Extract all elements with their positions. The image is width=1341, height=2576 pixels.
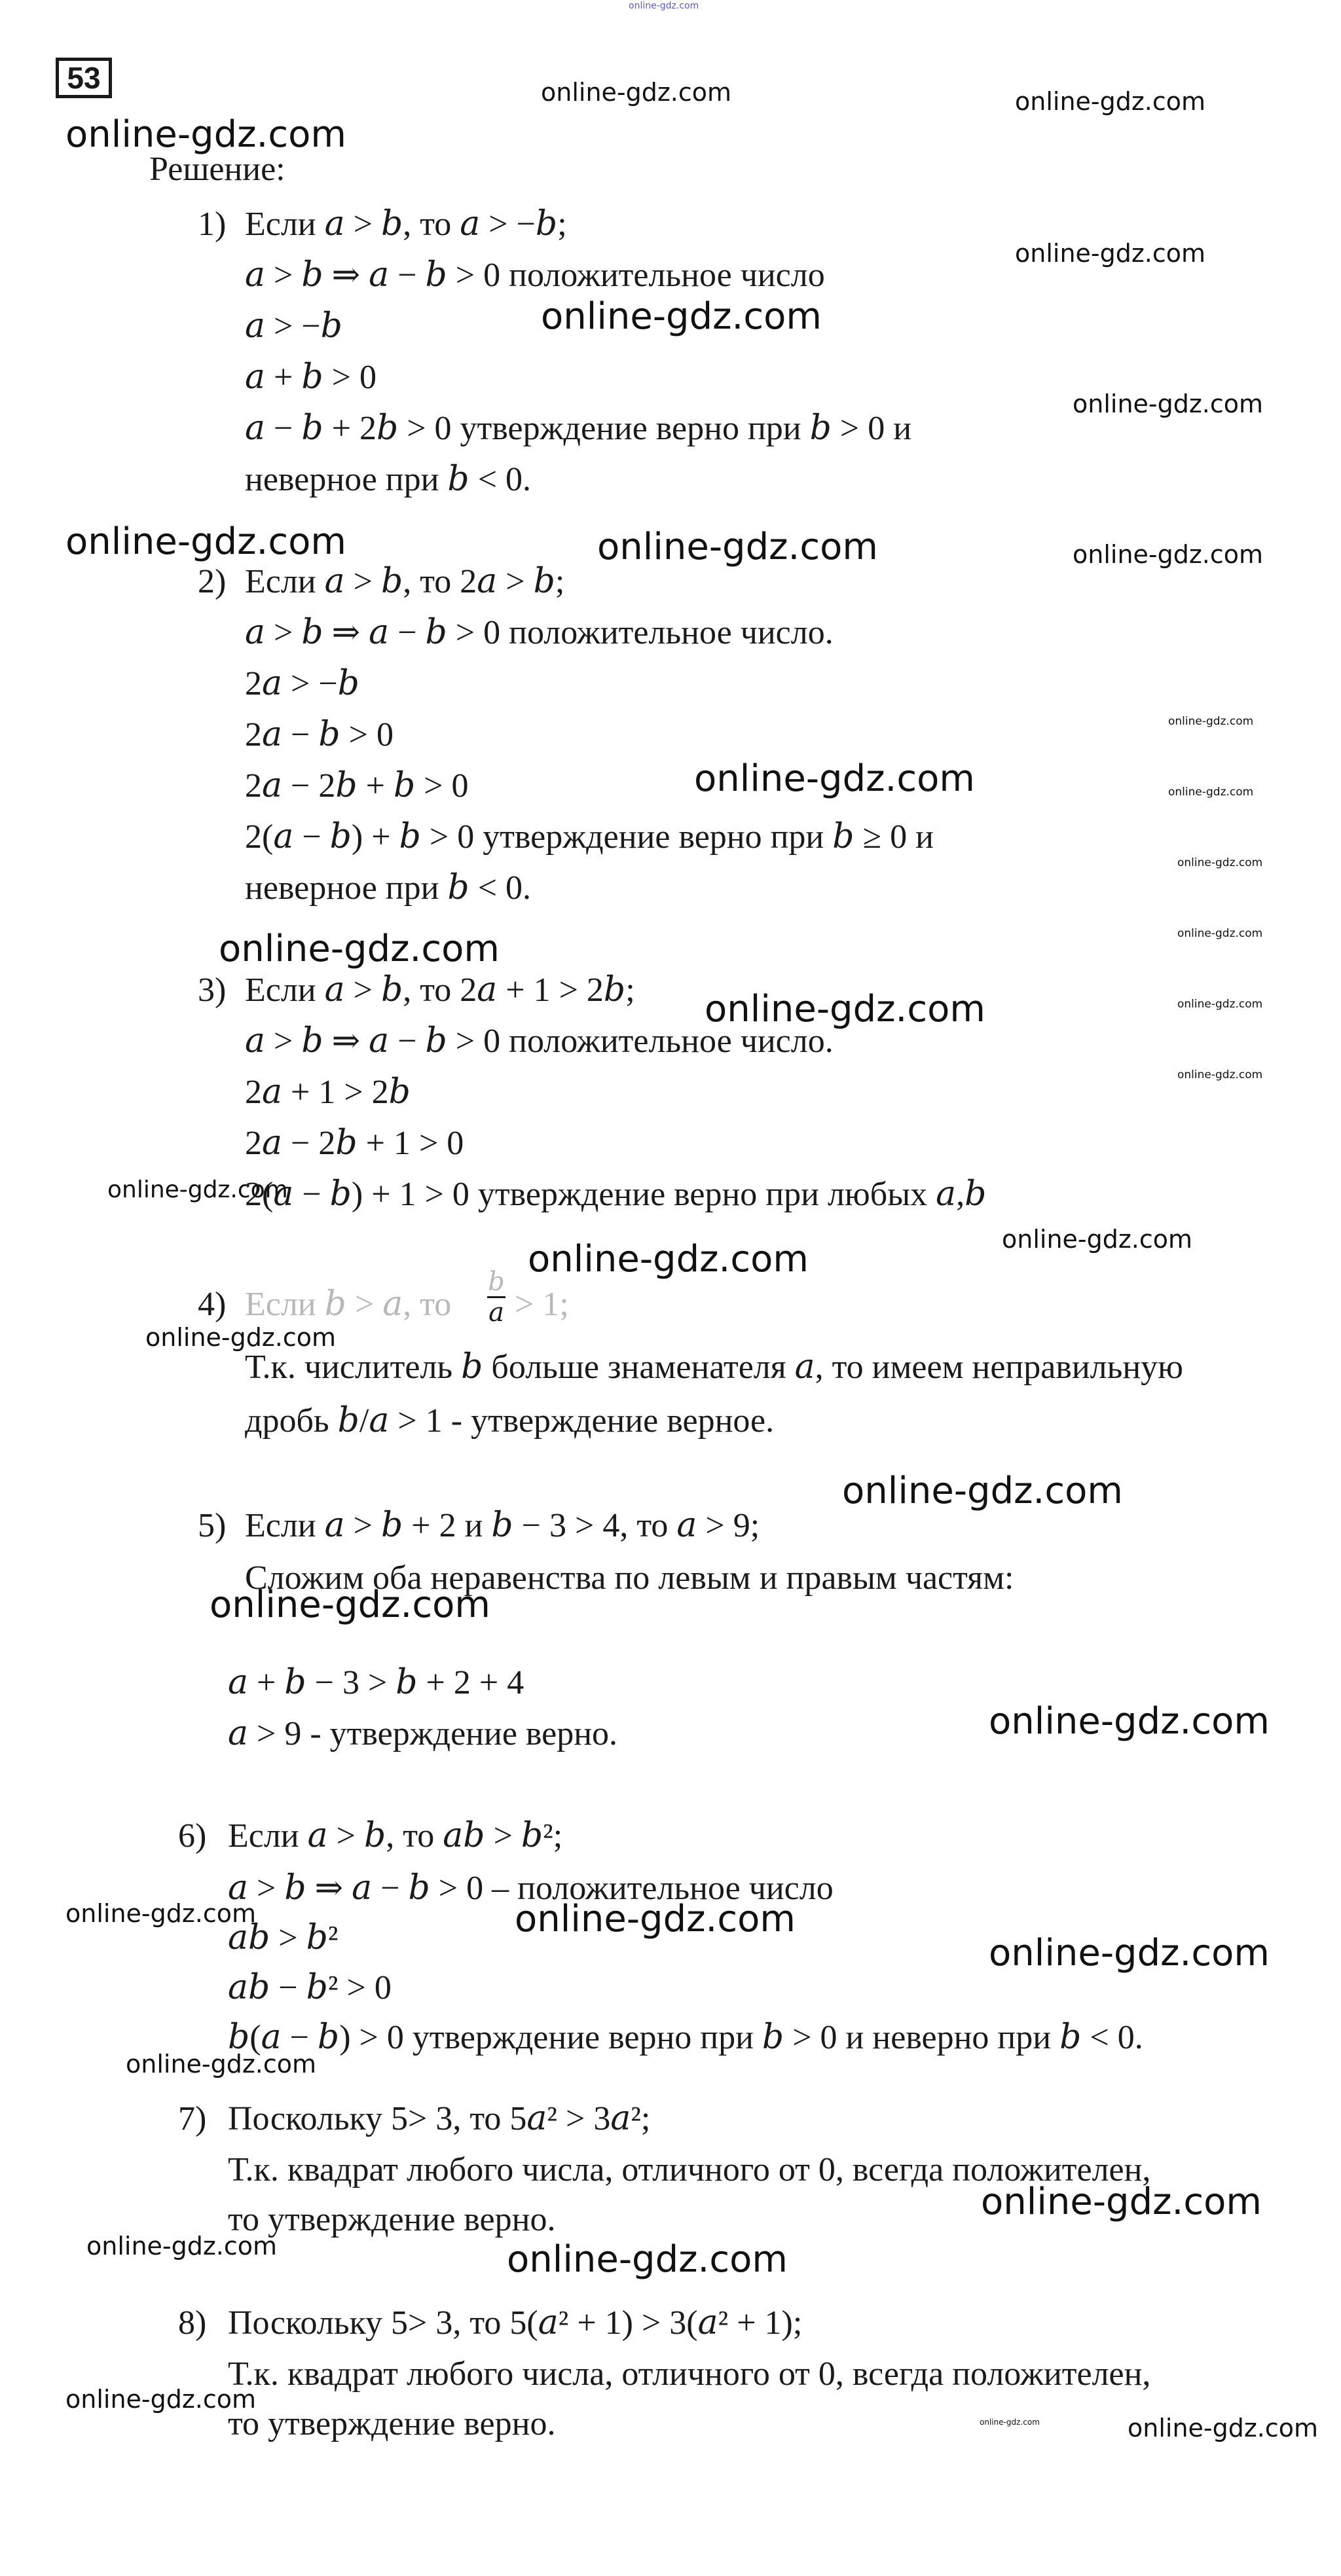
item-line: 𝑎𝑏 > 𝑏² [228,1919,339,1957]
watermark: online-gdz.com [980,2418,1040,2427]
item-line: 𝑎 > 𝑏 ⇒ 𝑎 − 𝑏 > 0 положительное число. [245,1023,834,1060]
item-line: Если 𝑎 > 𝑏, то 𝑎 > −𝑏; [245,206,567,243]
watermark: online-gdz.com [541,295,822,338]
watermark: online-gdz.com [210,1584,490,1626]
item-line: Поскольку 5> 3, то 5(𝑎² + 1) > 3(𝑎² + 1); [228,2304,803,2342]
item-head-fraction [487,1269,505,1326]
watermark: online-gdz.com [219,928,500,970]
fraction-numerator: 𝑏 [488,1267,505,1296]
item-line: то утверждение верно. [228,2201,556,2238]
item-line: то утверждение верно. [228,2405,556,2442]
watermark: online-gdz.com [981,2181,1262,2223]
watermark: online-gdz.com [842,1470,1123,1512]
item-line: Если 𝑎 > 𝑏, то 2𝑎 + 1 > 2𝑏; [245,971,635,1009]
watermark: online-gdz.com [705,988,985,1030]
watermark: online-gdz.com [515,1898,796,1940]
item-line: Поскольку 5> 3, то 5𝑎² > 3𝑎²; [228,2100,651,2137]
item-line: 𝑎 + 𝑏 > 0 [245,359,377,396]
item-marker: 2) [198,563,227,600]
watermark: online-gdz.com [1015,87,1206,116]
item-line: Т.к. квадрат любого числа, отличного от 0, всегда положителен, [228,2151,1151,2188]
item-line: Если 𝑎 > 𝑏, то 𝑎𝑏 > 𝑏²; [228,1817,563,1855]
item-line: 2𝑎 − 2𝑏 + 𝑏 > 0 [245,767,469,805]
watermark: online-gdz.com [1177,927,1263,940]
item-line: 𝑎 > 𝑏 ⇒ 𝑎 − 𝑏 > 0 положительное число. [245,614,834,651]
item-line: 2𝑎 − 2𝑏 + 1 > 0 [245,1125,464,1162]
item-marker: 4) [198,1286,227,1323]
watermark: online-gdz.com [989,1932,1270,1974]
item-line: 𝑎 > 9 - утверждение верно. [228,1715,618,1752]
item-line: дробь 𝑏/𝑎 > 1 - утверждение верное. [245,1402,775,1440]
item-line: неверное при 𝑏 < 0. [245,869,532,907]
watermark: online-gdz.com [65,2385,257,2414]
item-line: 𝑎𝑏 − 𝑏² > 0 [228,1969,392,2006]
watermark: online-gdz.com [126,2050,317,2078]
watermark: online-gdz.com [65,113,346,156]
watermark: online-gdz.com [597,526,878,568]
watermark: online-gdz.com [1002,1225,1193,1254]
item-marker: 5) [198,1507,227,1544]
item-marker: 8) [178,2304,207,2342]
item-line: Если 𝑎 > 𝑏, то 2𝑎 > 𝑏; [245,563,565,600]
watermark: online-gdz.com [1073,540,1264,569]
item-line: 𝑎 − 𝑏 + 2𝑏 > 0 утверждение верно при 𝑏 > 0 и [245,410,912,447]
item-marker: 7) [178,2100,207,2137]
item-line: 2𝑎 − 𝑏 > 0 [245,716,394,753]
watermark: online-gdz.com [1177,856,1263,869]
watermark: online-gdz.com [694,757,975,800]
watermark: online-gdz.com [1168,786,1254,799]
watermark: online-gdz.com [1177,1068,1263,1081]
item-line: 𝑎 + 𝑏 − 3 > 𝑏 + 2 + 4 [228,1664,524,1701]
item-line: Сложим оба неравенства по левым и правым частям: [245,1559,1014,1597]
item-line: неверное при 𝑏 < 0. [245,461,532,498]
watermark: online-gdz.com [107,1176,288,1203]
watermark: online-gdz.com [65,1899,257,1928]
item-line: 𝑏(𝑎 − 𝑏) > 0 утверждение верно при 𝑏 > 0 и неверно при 𝑏 < 0. [228,2019,1143,2056]
watermark: online-gdz.com [65,520,346,563]
watermark: online-gdz.com [1015,239,1206,268]
problem-number: 53 [56,58,112,98]
item-line: 2(𝑎 − 𝑏) + 1 > 0 утверждение верно при любых 𝑎,𝑏 [245,1176,987,1213]
watermark: online-gdz.com [1177,998,1263,1011]
watermark: online-gdz.com [1073,390,1264,418]
watermark: online-gdz.com [541,78,732,107]
item-head-right: > 1; [515,1286,569,1323]
solution-label: Решение: [149,151,285,188]
watermark: online-gdz.com [629,1,699,11]
item-line: Если 𝑎 > 𝑏 + 2 и 𝑏 − 3 > 4, то 𝑎 > 9; [245,1507,760,1544]
item-head-left: Если 𝑏 > 𝑎, то [245,1286,452,1323]
item-line: 2𝑎 + 1 > 2𝑏 [245,1074,411,1111]
item-line: 𝑎 > 𝑏 ⇒ 𝑎 − 𝑏 > 0 положительное число [245,257,825,294]
watermark: online-gdz.com [989,1700,1270,1743]
watermark: online-gdz.com [507,2238,788,2281]
item-line: 2(𝑎 − 𝑏) + 𝑏 > 0 утверждение верно при 𝑏 ≥ 0 и [245,818,934,856]
item-line: Т.к. квадрат любого числа, отличного от 0, всегда положителен, [228,2355,1151,2393]
item-marker: 3) [198,971,227,1009]
item-marker: 6) [178,1817,207,1855]
fraction-denominator: 𝑎 [488,1297,504,1327]
watermark: online-gdz.com [1128,2414,1319,2442]
watermark: online-gdz.com [145,1323,337,1352]
watermark: online-gdz.com [528,1238,809,1280]
item-line: 𝑎 > 𝑏 ⇒ 𝑎 − 𝑏 > 0 – положительное число [228,1870,834,1907]
watermark: online-gdz.com [1168,715,1254,728]
item-marker: 1) [198,206,227,243]
item-line: Т.к. числитель 𝑏 больше знаменателя 𝑎, то имеем неправильную [245,1349,1184,1386]
watermark: online-gdz.com [86,2232,278,2260]
item-line: 𝑎 > −𝑏 [245,308,342,345]
item-line: 2𝑎 > −𝑏 [245,665,359,702]
